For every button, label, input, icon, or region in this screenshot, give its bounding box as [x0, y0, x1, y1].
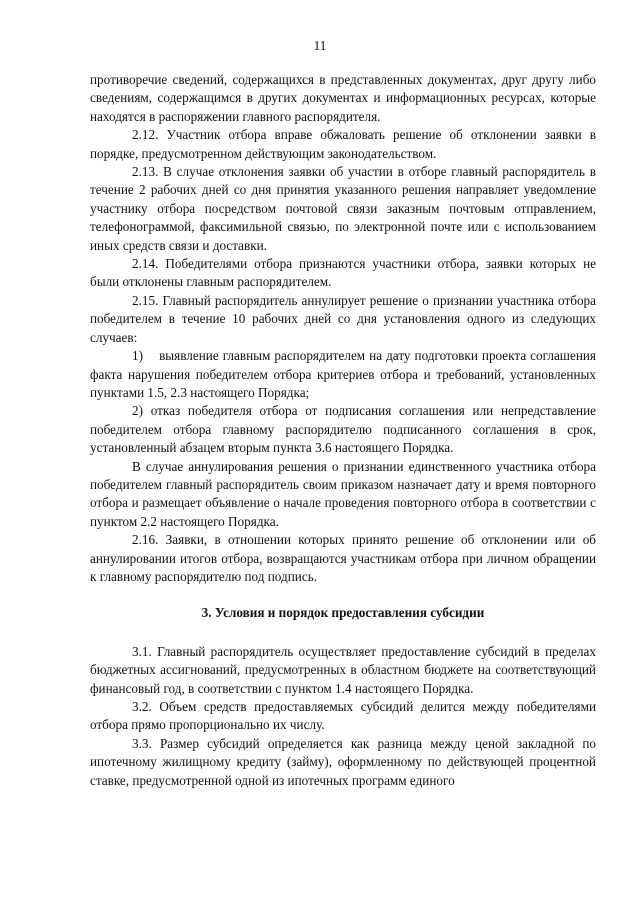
paragraph-2-15-item-1: 1) выявление главным распорядителем на дату подготовки проекта соглашения факта нарушения победителем отбора критериев отбора и требований, установленных пунктами 1.5, 2.3 настоящего Порядка;: [90, 348, 600, 400]
paragraph-2-13: 2.13. В случае отклонения заявки об участии в отборе главный распорядитель в течение 2 рабочих дней со дня принятия указанного решения направляет уведомление участнику отбора посредством почтовой связи заказным почтовым отправлением, телефонограммой, факсимильной связью, по электронной почте или с использованием иных средств связи и доставки.: [90, 164, 596, 253]
section-heading: 3. Условия и порядок предоставления субсидии: [201, 605, 485, 621]
paragraph-annulment: В случае аннулирования решения о признании единственного участника отбора победителем главный распорядитель своим приказом назначает дату и время повторного отбора и размещает объявление о начале проведения повторного отбора в соответствии с пунктом 2.2 настоящего Порядка.: [90, 458, 596, 529]
paragraph-2-16: 2.16. Заявки, в отношении которых принято решение об отклонении или об аннулировании итогов отбора, возвращаются участникам отбора при личном обращении к главному распорядителю под подпись.: [90, 532, 596, 584]
paragraph-2-12: 2.12. Участник отбора вправе обжаловать решение об отклонении заявки в порядке, предусмотренном действующим законодательством.: [90, 127, 596, 161]
paragraph-3-3: 3.3. Размер субсидий определяется как разница между ценой закладной по ипотечному жилищному кредиту (займу), оформленному по действующей процентной ставке, предусмотренной одной из ипотечных программ единого: [90, 735, 596, 788]
page-number: 11: [313, 38, 327, 53]
paragraph-2-15: 2.15. Главный распорядитель аннулирует решение о признании участника отбора победителем в течение 10 рабочих дней со дня установления одного из следующих случаев:: [90, 292, 596, 345]
paragraph-2-15-item-2: 2) отказ победителя отбора от подписания соглашения или непредставление победителем отбора главному распорядителю подписанного соглашения в срок, установленный абзацем вторым пункта 3.6 настоящего Порядка.: [90, 403, 596, 456]
paragraph-continuation: противоречие сведений, содержащихся в представленных документах, друг другу либо сведениям, содержащимся в других документах и информационных ресурсах, которые находятся в распоряжении главного распорядителя.: [90, 72, 596, 124]
paragraph-3-2: 3.2. Объем средств предоставляемых субсидий делится между победителями отбора прямо пропорционально их числу.: [90, 699, 596, 733]
body-text: [90, 71, 600, 790]
paragraph-3-1: 3.1. Главный распорядитель осуществляет предоставление субсидий в пределах бюджетных ассигнований, предусмотренных в областном бюджете на соответствующий финансовый год, в соответствии с пунктом 1.4 настоящего Порядка.: [90, 643, 596, 696]
paragraph-2-14: 2.14. Победителями отбора признаются участники отбора, заявки которых не были отклонены главным распорядителем.: [90, 256, 596, 290]
